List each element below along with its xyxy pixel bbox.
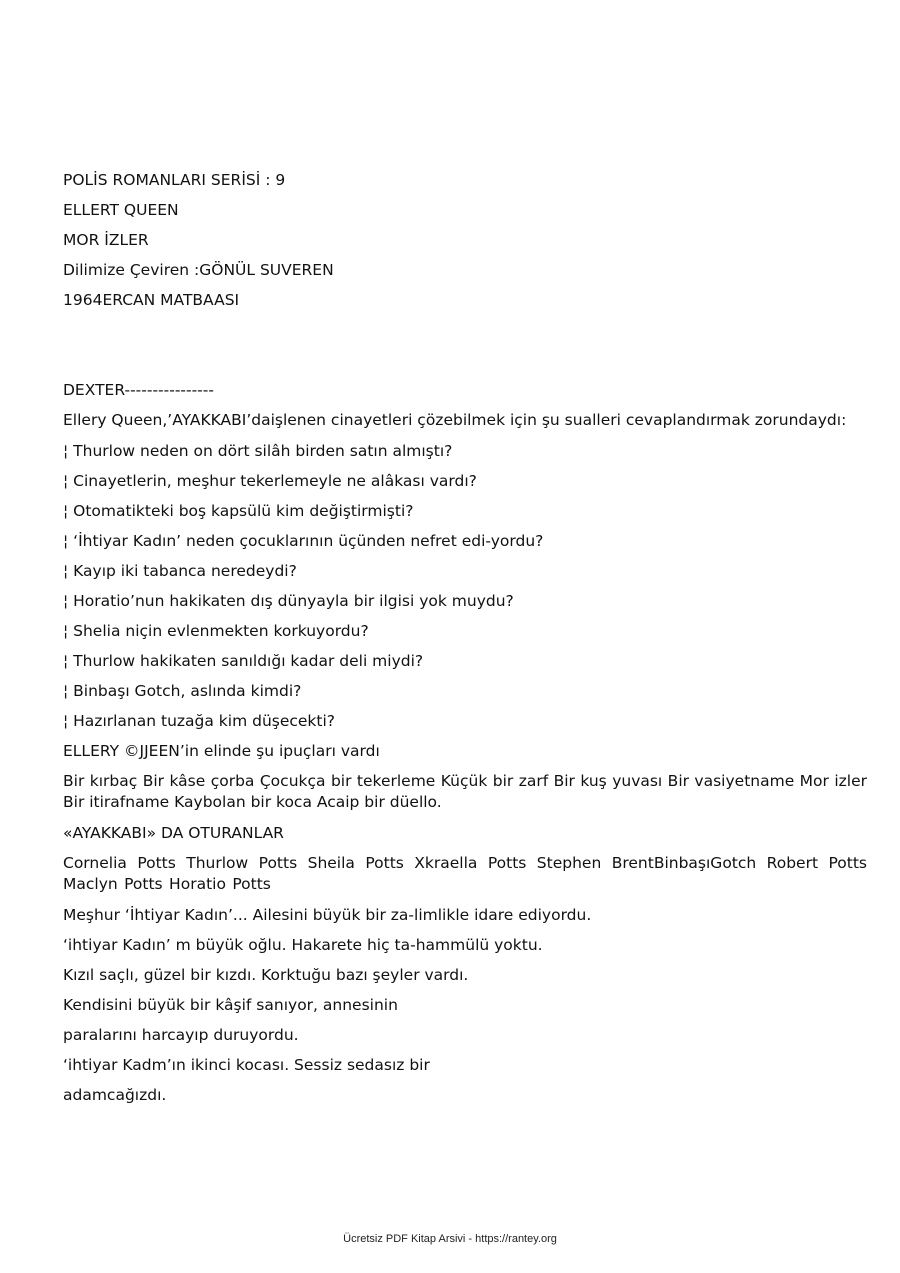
question-item: ¦ ‘İhtiyar Kadın’ neden çocuklarının üçünden nefret edi-yordu? (63, 532, 544, 550)
question-item: ¦ Thurlow neden on dört silâh birden satın almıştı? (63, 442, 453, 460)
clues-paragraph: Bir kırbaç Bir kâse çorba Çocukça bir tekerleme Küçük bir zarf Bir kuş yuvası Bir vasiyetname Mor izler Bir itirafname Kaybolan bir koca Acaip bir düello. (63, 772, 867, 811)
publisher-line: 1964ERCAN MATBAASI (63, 291, 240, 309)
description-line: adamcağızdı. (63, 1086, 167, 1104)
residents-paragraph: Cornelia Potts Thurlow Potts Sheila Potts Xkraella Potts Stephen BrentBinbaşıGotch Robert Potts Maclyn Potts Horatio Potts (63, 854, 867, 893)
intro-paragraph: Ellery Queen,’AYAKKABI’daişlenen cinayetleri çözebilmek için şu sualleri cevaplandırmak zorundaydı: (63, 411, 847, 429)
author-line: ELLERT QUEEN (63, 201, 179, 219)
question-item: ¦ Shelia niçin evlenmekten korkuyordu? (63, 622, 369, 640)
description-line: ‘ihtiyar Kadın’ m büyük oğlu. Hakarete hiç ta-hammülü yoktu. (63, 936, 543, 954)
question-item: ¦ Otomatikteki boş kapsülü kim değiştirmişti? (63, 502, 414, 520)
question-item: ¦ Kayıp iki tabanca neredeydi? (63, 562, 297, 580)
question-item: ¦ Hazırlanan tuzağa kim düşecekti? (63, 712, 336, 730)
description-line: Kendisini büyük bir kâşif sanıyor, annesinin (63, 996, 398, 1014)
description-line: ‘ihtiyar Kadm’ın ikinci kocası. Sessiz sedasız bir (63, 1056, 430, 1074)
section-heading: DEXTER---------------- (63, 381, 214, 399)
question-item: ¦ Cinayetlerin, meşhur tekerlemeyle ne alâkası vardı? (63, 472, 477, 490)
series-line: POLİS ROMANLARI SERİSİ : 9 (63, 171, 286, 189)
translator-line: Dilimize Çeviren :GÖNÜL SUVEREN (63, 261, 334, 279)
book-title: MOR İZLER (63, 231, 149, 249)
clues-heading: ELLERY ©JJEEN’in elinde şu ipuçları vardı (63, 742, 380, 760)
question-item: ¦ Horatio’nun hakikaten dış dünyayla bir ilgisi yok muydu? (63, 592, 514, 610)
residents-heading: «AYAKKABI» DA OTURANLAR (63, 824, 284, 842)
question-item: ¦ Thurlow hakikaten sanıldığı kadar deli miydi? (63, 652, 424, 670)
description-line: Kızıl saçlı, güzel bir kızdı. Korktuğu bazı şeyler vardı. (63, 966, 469, 984)
page-footer: Ücretsiz PDF Kitap Arsivi - https://rantey.org (343, 1233, 557, 1245)
description-line: paralarını harcayıp duruyordu. (63, 1026, 299, 1044)
description-line: Meşhur ‘İhtiyar Kadın’... Ailesini büyük bir za-limlikle idare ediyordu. (63, 906, 592, 924)
question-item: ¦ Binbaşı Gotch, aslında kimdi? (63, 682, 302, 700)
